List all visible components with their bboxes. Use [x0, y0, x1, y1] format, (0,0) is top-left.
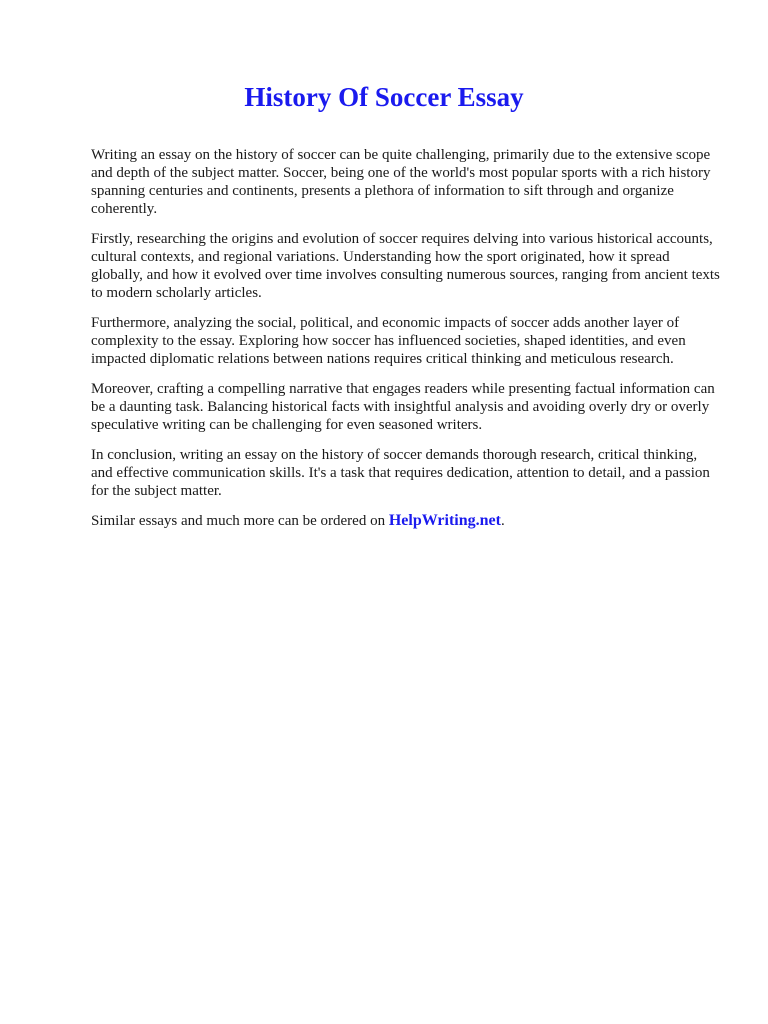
helpwriting-link[interactable]: HelpWriting.net [388, 512, 501, 529]
similar-essays-note [91, 512, 721, 530]
similar-essays-prefix: Similar essays and much more can be ordered on [91, 513, 389, 529]
paragraph-intro: Writing an essay on the history of soccer can be quite challenging, primarily due to the extensive scope and depth of the subject matter. Soccer, being one of the world's most popular sports with a rich history spanning centuries and continents, presents a plethora of information to sift through and organize coherently. [91, 147, 711, 217]
similar-essays-suffix: . [500, 513, 505, 529]
document-body [91, 146, 721, 530]
document-title: History Of Soccer Essay [244, 82, 524, 112]
paragraph-narrative: Moreover, crafting a compelling narrative that engages readers while presenting factual information can be a daunting task. Balancing historical facts with insightful analysis and avoiding overly dry or overly speculative writing can be challenging for even seasoned writers. [91, 381, 715, 433]
paragraph-impacts: Furthermore, analyzing the social, political, and economic impacts of soccer adds another layer of complexity to the essay. Exploring how soccer has influenced societies, shaped identities, and even impacted diplomatic relations between nations requires critical thinking and meticulous research. [91, 315, 686, 367]
paragraph-conclusion: In conclusion, writing an essay on the history of soccer demands thorough research, critical thinking, and effective communication skills. It's a task that requires dedication, attention to detail, and a passion for the subject matter. [91, 447, 710, 499]
paragraph-origins: Firstly, researching the origins and evolution of soccer requires delving into various historical accounts, cultural contexts, and regional variations. Understanding how the sport originated, how it spread globally, and how it evolved over time involves consulting numerous sources, ranging from ancient texts to modern scholarly articles. [91, 231, 720, 301]
